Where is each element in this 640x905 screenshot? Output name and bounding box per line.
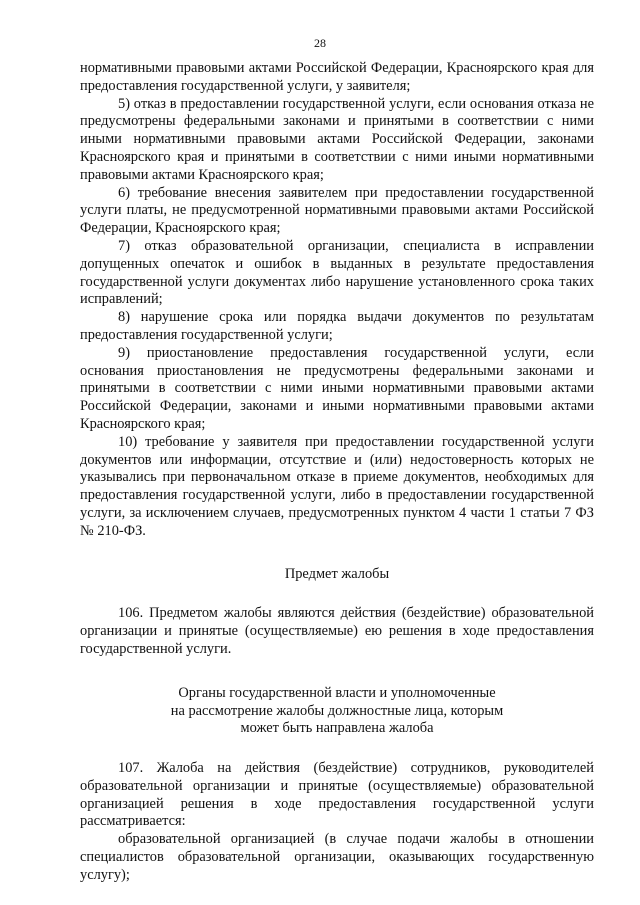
paragraph-item-8: 8) нарушение срока или порядка выдачи документов по результатам предоставления государственной услуги; [80, 309, 594, 343]
section-heading-subject: Предмет жалобы [284, 565, 390, 582]
heading-line-1: Органы государственной власти и уполномоченные [178, 684, 496, 701]
paragraph-item-5: 5) отказ в предоставлении государственной услуги, если основания отказа не предусмотрены федеральными законами и принятыми в соответствии с ними иными нормативными правовыми актами Российской Федерации, законами Красноярского края и принятыми в соответствии с ними иными нормативными правовыми актами Красноярского края; [80, 95, 594, 183]
heading-line-2: на рассмотрение жалобы должностные лица, которым [170, 702, 504, 719]
page-number: 28 [314, 36, 326, 50]
paragraph-item-10: 10) требование у заявителя при предоставлении государственной услуги документов или информации, отсутствие и (или) недостоверность которых не указывались при первоначальном отказе в приеме документов, необходимых для предоставления государственной услуги, либо в предоставлении государственной услуги, за исключением случаев, предусмотренных пунктом 4 части 1 статьи 7 ФЗ № 210-ФЗ. [80, 433, 594, 539]
paragraph-107-item: образовательной организацией (в случае подачи жалобы в отношении специалистов образовательной организации, оказывающих государственную услугу); [80, 831, 594, 883]
heading-line-3: может быть направлена жалоба [240, 720, 434, 737]
paragraph-item-6: 6) требование внесения заявителем при предоставлении государственной услуги платы, не предусмотренной нормативными правовыми актами Российской Федерации, Красноярского края; [80, 184, 594, 237]
document-body [80, 60, 594, 885]
paragraph-106: 106. Предметом жалобы являются действия (бездействие) образовательной организации и принятые (осуществляемые) ею решения в ходе предоставления государственной услуги. [80, 605, 594, 657]
paragraph-item-9: 9) приостановление предоставления государственной услуги, если основания приостановления не предусмотрены федеральными законами и принятыми в соответствии с ними иными нормативными правовыми актами Российской Федерации, законами и иными нормативными правовыми актами Красноярского края; [80, 344, 594, 432]
section-heading-authorities [80, 685, 594, 738]
paragraph-107: 107. Жалоба на действия (бездействие) сотрудников, руководителей образовательной организации и принятые (осуществляемые) образовательной организацией решения в ходе предоставления государственной услуги рассматривается: [80, 760, 594, 830]
paragraph-item-7: 7) отказ образовательной организации, специалиста в исправлении допущенных опечаток и ошибок в выданных в результате предоставления государственной услуги документах либо нарушение установленного срока таких исправлений; [80, 237, 594, 308]
paragraph-continuation: нормативными правовыми актами Российской Федерации, Красноярского края для предоставления государственной услуги, у заявителя; [80, 60, 594, 94]
